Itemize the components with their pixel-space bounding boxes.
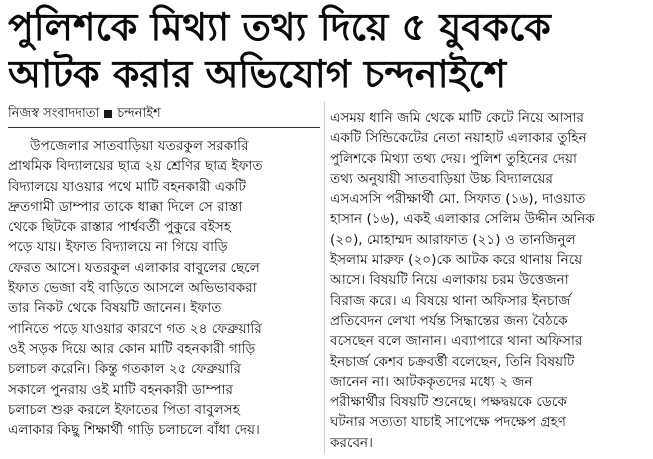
- text-line: আসে। বিষয়টি নিয়ে এলাকায় চরম উত্তেজনা: [330, 272, 569, 289]
- byline: [8, 103, 320, 128]
- byline-location: চন্দনাইশ: [117, 105, 161, 121]
- text-line: তার নিকট থেকে বিষয়টি জানেন। ইফাত: [8, 300, 222, 317]
- right-column-text: [330, 108, 646, 453]
- text-line: বিদ্যালয়ে যাওয়ার পথে মাটি বহনকারী একটি: [8, 178, 246, 195]
- text-line: একটি সিন্ডিকেটের নেতা নয়াহাট এলাকার তুহিন: [330, 130, 587, 147]
- right-column: [330, 108, 646, 453]
- square-bullet-icon: [104, 110, 112, 118]
- text-line: থেকে ছিটকে রাস্তার পার্শ্ববর্তী পুকুরে বইসহ: [8, 219, 232, 236]
- column-divider: [324, 102, 325, 454]
- text-line: তথ্য অনুযায়ী সাতবাড়িয়া উচ্চ বিদ্যালয়ের: [330, 170, 554, 187]
- text-line: ফেরত আসে। যতরকুল এলাকার বাবুলের ছেলে: [8, 259, 260, 276]
- text-line: ইফাত ভেজা বই বাড়িতে আসলে অভিভাবকরা: [8, 280, 257, 297]
- text-line: উপজেলার সাতবাড়িয়া যতরকুল সরকারি: [30, 138, 249, 154]
- text-line: প্রতিবেদন লেখা পর্যন্ত সিদ্ধান্তের জন্য বৈঠকে: [330, 312, 568, 329]
- text-line: হাসান (১৬), একই এলাকার সেলিম উদ্দীন অনিক: [330, 211, 595, 228]
- text-line: দ্রুতগামী ডাম্পার তাকে ধাক্কা দিলে সে রাস্তা: [8, 198, 243, 215]
- text-line: বসেছেন বলে জানান। এব্যাপারে থানা অফিসার: [330, 333, 583, 350]
- text-line: এসএসসি পরীক্ষার্থী মো. সিফাত (১৬), দাওয়াত: [330, 191, 586, 208]
- text-line: চলাচল শুরু করলে ইফাতের পিতা বাবুলসহ: [8, 401, 240, 418]
- text-line: সকালে পুনরায় ওই মাটি বহনকারী ডাম্পার: [8, 381, 234, 398]
- text-line: পরীক্ষার্থীর বিষয়টি শুনেছে। পক্ষদ্বয়কে ডেকে: [330, 394, 567, 411]
- text-line: করবেন।: [330, 434, 373, 451]
- headline: [8, 4, 648, 98]
- headline-line-1: পুলিশকে মিথ্যা তথ্য দিয়ে ৫ যুবককে: [8, 5, 551, 49]
- byline-reporter: নিজস্ব সংবাদদাতা: [8, 105, 100, 121]
- text-line: ইনচার্জ কেশব চক্রবর্ত্তী বলেছেন, তিনি বিষয়টি: [330, 353, 575, 370]
- left-column-text: [8, 136, 320, 440]
- text-line: এলাকার কিছু শিক্ষার্থী গাড়ি চলাচলে বাঁধা দেয়।: [8, 422, 260, 439]
- text-line: চলাচল করেনি। কিন্তু গতকাল ২৫ ফেব্রুয়ারি: [8, 361, 241, 378]
- text-line: (২০), মোহাম্মদ আরাফাত (২১) ও তানজিনুল: [330, 231, 576, 248]
- text-line: পানিতে পড়ে যাওয়ার কারণে গত ২৪ ফেব্রুয়ারি: [8, 320, 262, 337]
- text-line: বিরাজ করে। এ বিষয়ে থানা অফিসার ইনচার্জ: [330, 292, 571, 309]
- text-line: ওই সড়ক দিয়ে আর কোন মাটি বহনকারী গাড়ি: [8, 340, 256, 357]
- text-line: পড়ে যায়। ইফাত বিদ্যালয়ে না গিয়ে বাড়ি: [8, 239, 228, 256]
- text-line: এসময় ধানি জমি থেকে মাটি কেটে নিয়ে আসার: [330, 110, 584, 126]
- text-line: পুলিশকে মিথ্যা তথ্য দেয়। পুলিশ তুহিনের দেয়া: [330, 150, 577, 167]
- text-line: ইসলাম মারুফ (২০)কে আটক করে থানায় নিয়ে: [330, 252, 583, 269]
- left-column: [8, 103, 320, 440]
- headline-line-2: আটক করার অভিযোগ চন্দনাইশে: [8, 52, 507, 96]
- text-line: প্রাথমিক বিদ্যালয়ের ছাত্র ২য় শ্রেণির ছাত্র ইফাত: [8, 158, 263, 175]
- text-line: জানেন না। আটককৃতদের মধ্যে ২ জন: [330, 373, 533, 390]
- text-line: ঘটনার সত্যতা যাচাই সাপেক্ষে পদক্ষেপ গ্রহণ: [330, 414, 567, 431]
